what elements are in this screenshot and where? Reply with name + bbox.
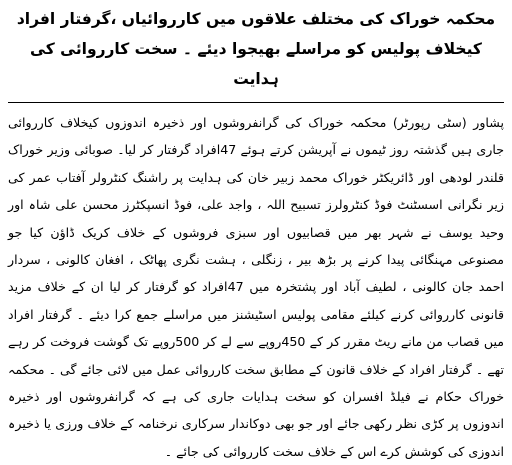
article-headline: محکمہ خوراک کی مختلف علاقوں میں کارروائیاں ،گرفتار افراد کیخلاف پولیس کو مراسلے بھیجوا دیئے ۔ سخت کارروائی کی ہدایت	[16, 10, 496, 88]
article-body: پشاور (سٹی رپورٹر) محکمہ خوراک کی گرانفروشوں اور ذخیرہ اندوزوں کیخلاف کارروائی جاری ہیں گذشتہ روز ٹیموں نے آپریشن کرتے ہوئے 47افراد گرفتار کر لیا۔ صوبائی وزیر خوراک قلندر لودھی اور ڈائریکٹر خوراک محمد زبیر خان کی ہدایت پر راشنگ کنٹرولر آفتاب عمر کی زیر نگرانی اسسٹنٹ فوڈ کنٹرولرز تسبیح اللہ ، واجد علی، فوڈ انسپکٹرز محسن علی شاہ اور وحید یوسف نے شہر بھر میں قصابیوں اور سبزی فروشوں کے خلاف کریک ڈاؤن کیا جو مصنوعی مہنگائی پیدا کرنے پر بڑھ بیر ، زنگلی ، ہشت نگری پھاٹک ، افغان کالونی ، سردار احمد جان کالونی ، لطیف آباد اور پشتخرہ میں 47افراد کو گرفتار کر لیا ان کے خلاف مزید قانونی کارروائی کرنے کیلئے مقامی پولیس اسٹیشنز میں مراسلے جمع کرا دیئے ۔ گرفتار افراد میں قصاب من مانے ریٹ مقرر کر کے 450روپے سے لے کر 500روپے تک گوشت فروخت کر رہے تھے ۔ گرفتار افراد کے خلاف قانون کے مطابق سخت کارروائی عمل میں لائی جائے گی ۔ محکمہ خوراک حکام نے فیلڈ افسران کو سخت ہدایات جاری کی ہے کہ گرانفروشوں اور ذخیرہ اندوزوں پر کڑی نظر رکھی جائے اور جو بھی دوکاندار سرکاری نرخنامہ کے خلاف ورزی یا ذخیرہ اندوزی کی کوشش کرے اس کے خلاف سخت کارروائی کی جائے ۔	[8, 115, 505, 459]
headline-divider	[8, 102, 504, 103]
